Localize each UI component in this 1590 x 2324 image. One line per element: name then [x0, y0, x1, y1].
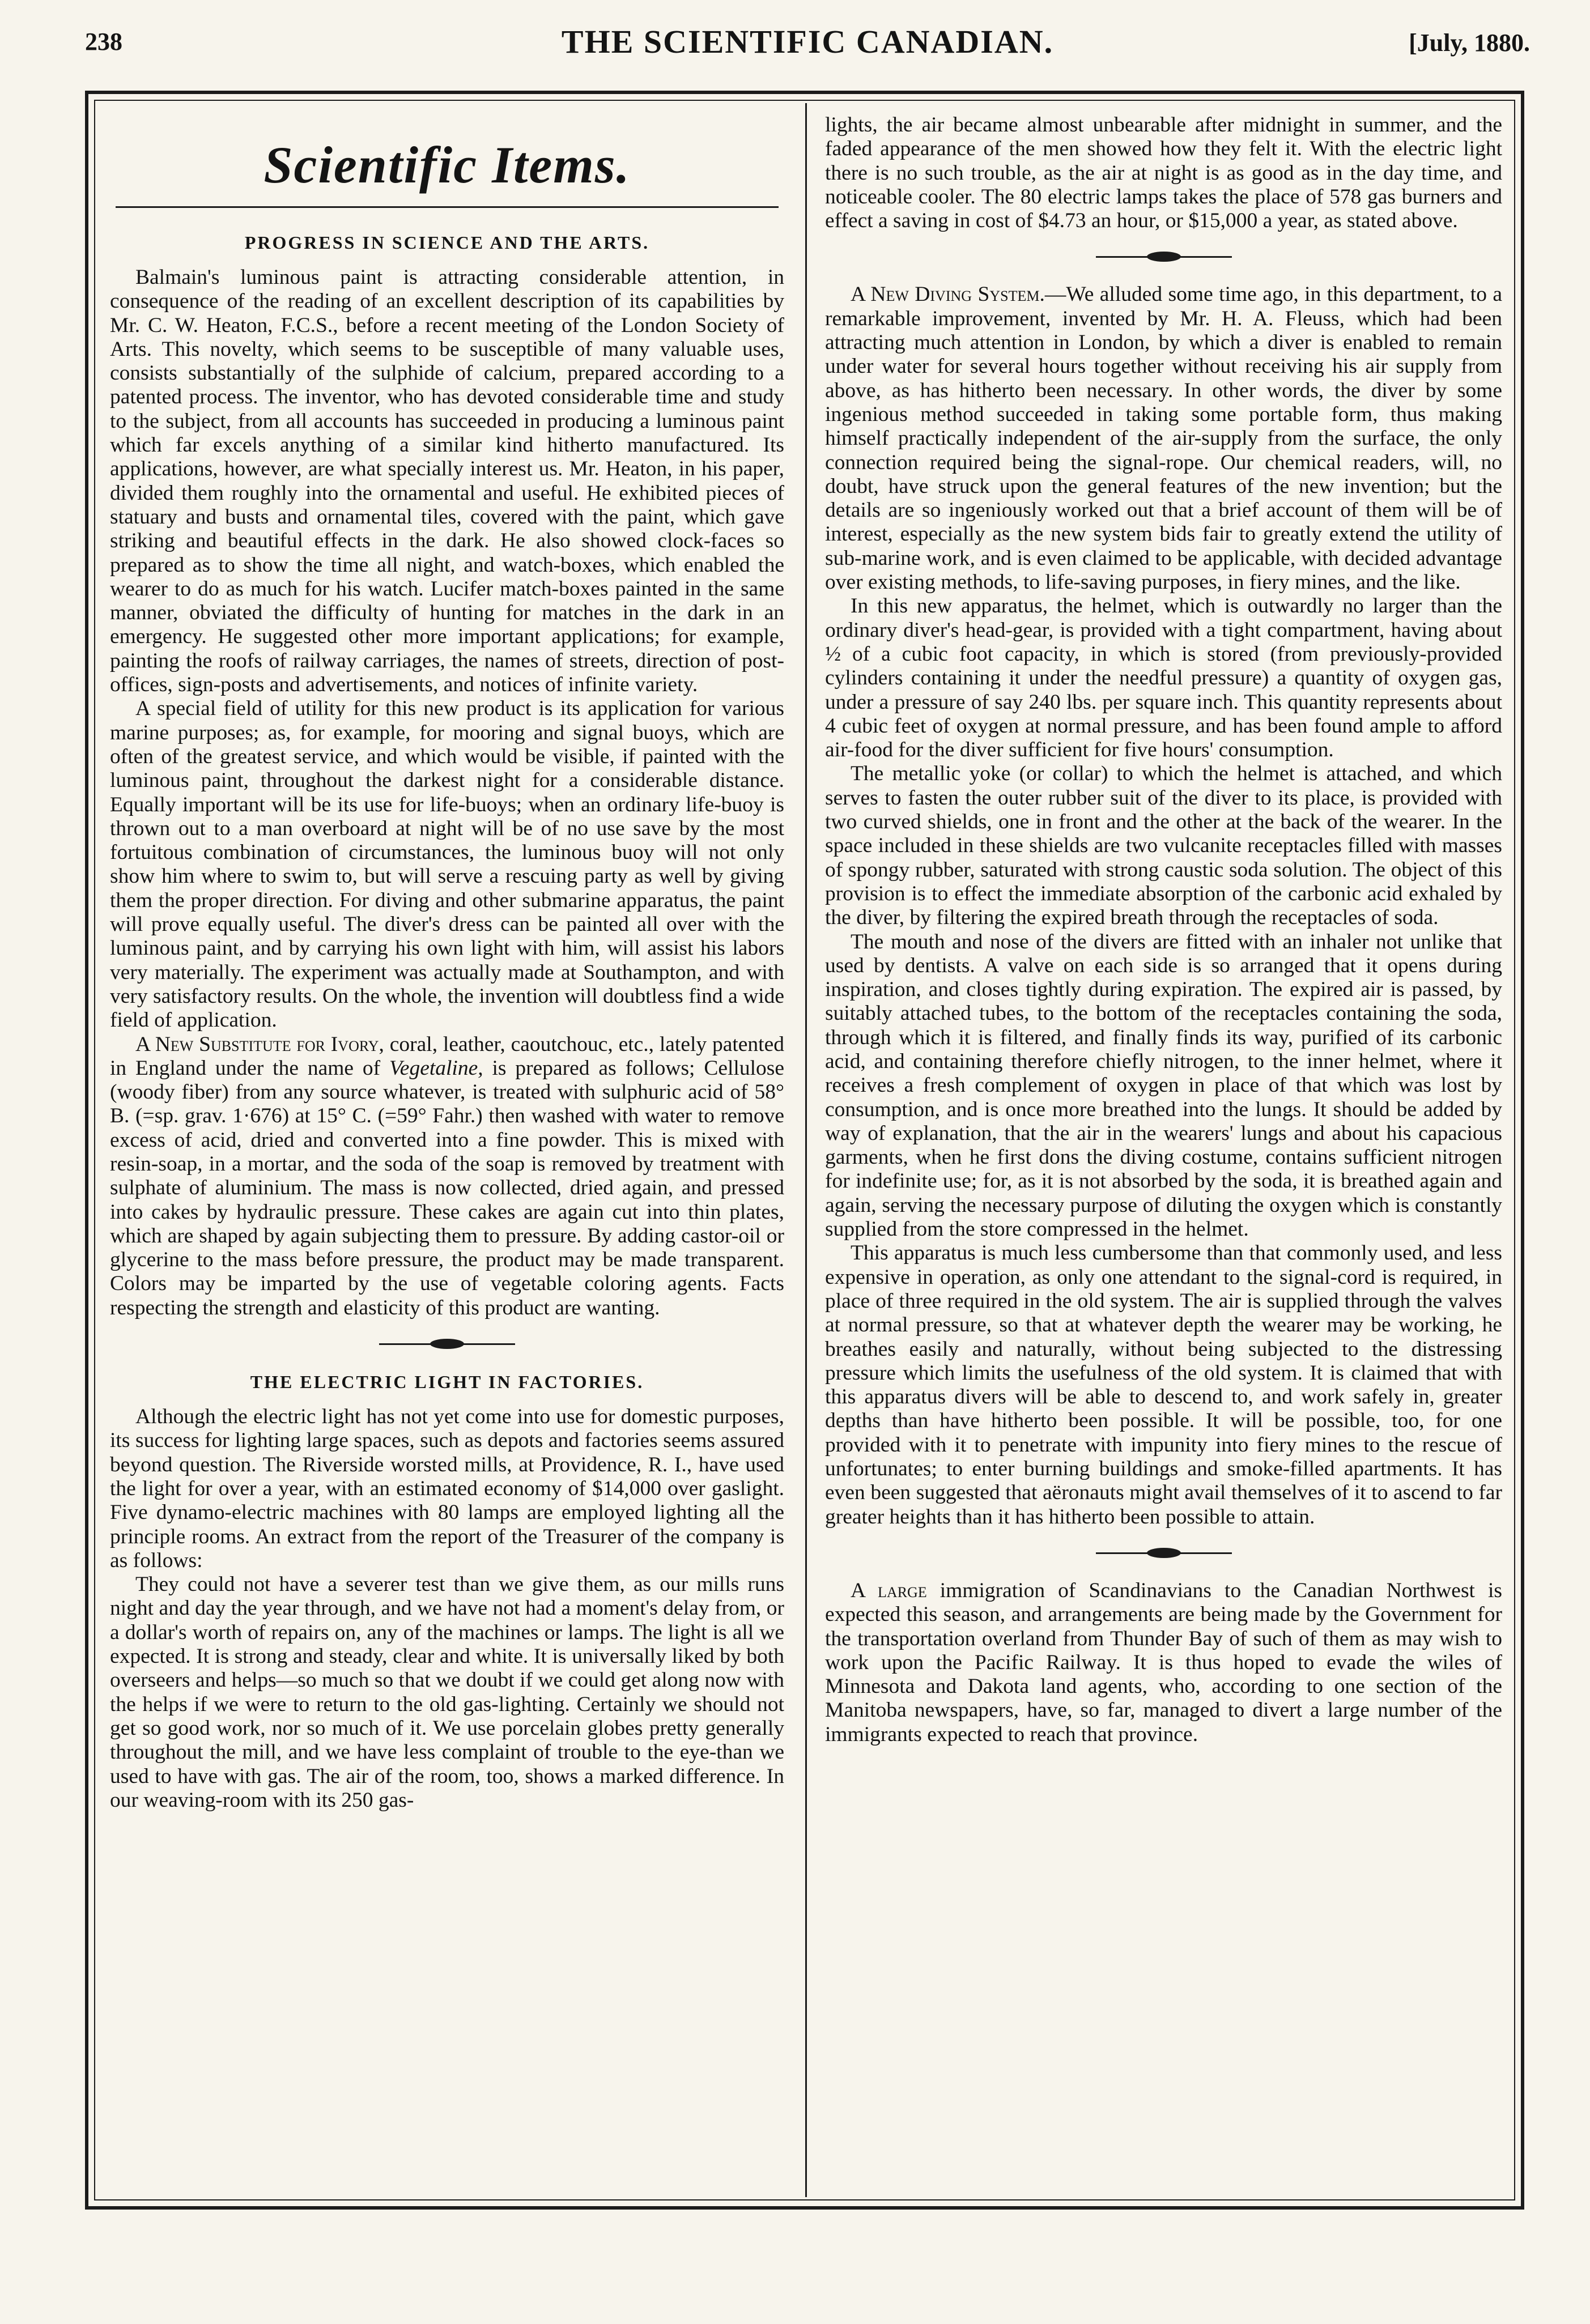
paragraph-lead: A New Substitute for Ivory, [135, 1032, 384, 1056]
paragraph-text: immigration of Scandinavians to the Canadian Northwest is expected this season, and arrangements are being made by the Government for the transportation overland from Thunder Bay of such of them as may wish to work upon the Pacific Railway. It is thus hoped to evade the wiles of Minnesota and Dakota land agents, who, according to one section of the Manitoba newspapers, have, so far, managed to divert a large number of the immigrants expected to reach that province. [825, 1578, 1502, 1746]
paragraph-immigration [825, 1579, 1502, 1747]
paragraph-text: —We alluded some time ago, in this department, to a remarkable improvement, invented by Mr. H. A. Fleuss, which had been attracting much attention in London, by which a diver is enabled to remain under water for several hours together without receiving his air supply from above, as has hitherto been necessary. In other words, the diver by some ingenious method succeeded in taking some portable form, thus making himself practically independent of the air-supply from the surface, the only connection required being the signal-rope. Our chemical readers, will, no doubt, have struck upon the general features of the new invention; but the details are so ingeniously worked out that a brief account of them will be of interest, especially as the new system bids fair to greatly extend the utility of sub-marine work, and is even claimed to be applicable, with decided advantage over existing methods, to life-saving purposes, in fiery mines, and the like. [825, 283, 1502, 594]
column-rule [805, 103, 807, 2197]
paragraph-ivory-substitute [110, 1033, 784, 1321]
paragraph-marine-uses: A special field of utility for this new product is its application for various marine purposes; as, for example, for mooring and signal buoys, which are often of the greatest service, and which would be visible, if painted with the luminous paint, throughout the darkest night for a considerable distance. Equally important will be its use for life-buoys; when an ordinary life-buoy is thrown out to a man overboard at night will be of no use save by the most fortuitous combination of circumstances, the luminous buoy will not only show him where to swim to, but will serve a rescuing party as well by giving them the proper direction. For diving and other submarine apparatus, the paint will prove equally useful. The diver's dress can be painted all over with the luminous paint, and by carrying his own light with him, will assist his labors very materially. The experiment was actually made at Southampton, and with very satisfactory results. On the whole, the invention will doubtless find a wide field of application. [110, 697, 784, 1032]
ornamental-divider [1096, 245, 1232, 268]
paragraph-inhaler: The mouth and nose of the divers are fitted with an inhaler not unlike that used by dentists. A valve on each side is so arranged that it opens during inspiration, and closes tightly during expiration. The expired air is passed, by suitably attached tubes, to the bottom of the receptacles containing the soda, through which it is filtered, and finally finds its way, purified of its carbonic acid, and containing therefore chiefly nitrogen, to the inner helmet, where it receives a fresh complement of oxygen in place of that which was lost by consumption, and is once more breathed into the lungs. It should be added by way of explanation, that the air in the wearers' lungs and about his capacious garments, when he first dons the diving costume, contains sufficient nitrogen for indefinite use; for, as it is not absorbed by the soda, it is breathed again and again, serving the necessary purpose of diluting the oxygen which is constantly supplied from the store compressed in the helmet. [825, 930, 1502, 1241]
section-title: Scientific Items. [263, 136, 631, 194]
paragraph-lead: A large [851, 1578, 927, 1602]
ornamental-divider [1096, 1542, 1232, 1564]
page-number: 238 [85, 28, 122, 56]
article-heading-electric-light: THE ELECTRIC LIGHT IN FACTORIES. [250, 1372, 644, 1393]
article-heading-progress: PROGRESS IN SCIENCE AND THE ARTS. [244, 232, 650, 253]
paragraph-yoke: The metallic yoke (or collar) to which the helmet is attached, and which serves to fasten the outer rubber suit of the diver to its place, is provided with two curved shields, one in front and the other at the back of the wearer. In the space included in these shields are two vulcanite receptacles filled with masses of spongy rubber, saturated with strong caustic soda solution. The object of this provision is to effect the immediate absorption of the carbonic acid exhaled by the diver, by filtering the expired breath through the receptacles of soda. [825, 762, 1502, 930]
paragraph-diving-system [825, 283, 1502, 594]
running-head [85, 23, 1530, 68]
paragraph-treasurer-report: They could not have a severer test than we give them, as our mills runs night and day the year through, and we have not had a moment's delay from, or a dollar's worth of repairs on, any of the machines or lamps. The light is all we expected. It is strong and steady, clear and white. It is universally liked by both overseers and helps—so much so that we doubt if we could get along now with the helps if we were to return to the old gas-lighting. Certainly we should not get so good work, nor so much of it. We use porcelain globes pretty generally throughout the mill, and we have less complaint of trouble to the eye-than we used to have with gas. The air of the room, too, shows a marked difference. In our weaving-room with its 250 gas- [110, 1573, 784, 1812]
page-frame [85, 91, 1524, 2210]
paragraph-text: coral, leather, caoutchouc, etc., lately patented in England under the name of [110, 1032, 784, 1080]
right-column [825, 113, 1502, 2189]
paragraph-luminous-paint: Balmain's luminous paint is attracting considerable attention, in consequence of the reading of an excellent description of its capabilities by Mr. C. W. Heaton, F.C.S., before a recent meeting of the London Society of Arts. This novelty, which seems to be susceptible of many valuable uses, consists substantially of the sulphide of calcium, prepared according to a patented process. The inventor, who has devoted considerable time and study to the subject, from all accounts has succeeded in producing a luminous paint which far excels anything of a similar kind hitherto manufactured. Its applications, however, are what specially interest us. Mr. Heaton, in his paper, divided them roughly into the ornamental and useful. He exhibited pieces of statuary and busts and ornamental tiles, covered with the paint, which gave striking and beautiful effects in the dark. He also showed clock-faces so prepared as to show the time all night, and watch-boxes, which enabled the wearer to do as much for his watch. Lucifer match-boxes painted in the same manner, obviated the difficulty of hunting for matches in the dark in an emergency. He suggested other more important applications; for example, painting the roofs of railway carriages, the names of streets, direction of post-offices, sign-posts and advertisements, and notices of infinite variety. [110, 266, 784, 697]
issue-date: [July, 1880. [1409, 29, 1530, 57]
paragraph-continuation: lights, the air became almost unbearable after midnight in summer, and the faded appearance of the men showed how they felt it. With the electric light there is no such trouble, as the air at night is as good as in the day time, and noticeable cooler. The 80 electric lamps takes the place of 578 gas burners and effect a saving in cost of $4.73 an hour, or $15,000 a year, as stated above. [825, 113, 1502, 233]
ornamental-divider [379, 1333, 515, 1355]
paragraph-lead: A New Diving System. [851, 283, 1045, 307]
masthead: THE SCIENTIFIC CANADIAN. [561, 23, 1054, 60]
paragraph-text: is prepared as follows; Cellulose (woody fiber) from any source whatever, is treated with sulphuric acid of 58° B. (=sp. grav. 1·676) at 15° C. (=59° Fahr.) then washed with water to remove excess of acid, dried and converted into a fine powder. This is mixed with resin-soap, in a mortar, and the soda of the soap is removed by treatment with sulphate of aluminium. The mass is now collected, dried again, and pressed into cakes by hydraulic pressure. These cakes are again cut into thin plates, which are shaped by again subjecting them to pressure. By adding castor-oil or glycerine to the mass before pressure, the product may be made transparent. Colors may be imparted by the use of vegetable coloring agents. Facts respecting the strength and elasticity of this product are wanting. [110, 1056, 784, 1320]
paragraph-electric-intro: Although the electric light has not yet come into use for domestic purposes, its success for lighting large spaces, such as depots and factories seems assured beyond question. The Riverside worsted mills, at Providence, R. I., have used the light for over a year, with an estimated economy of $14,000 over gaslight. Five dynamo-electric machines with 80 lamps are employed lighting all the principle rooms. An extract from the report of the Treasurer of the company is as follows: [110, 1405, 784, 1572]
title-rule [116, 206, 779, 208]
product-name: Vegetaline, [389, 1056, 483, 1080]
left-column [110, 111, 784, 2189]
paragraph-apparatus-advantages: This apparatus is much less cumbersome than that commonly used, and less expensive in operation, as only one attendant to the signal-cord is required, in place of three required in the old system. The air is supplied through the valves at normal pressure, so that at whatever depth the wearer may be working, he breathes easily and naturally, without being subjected to the distressing pressure which limits the usefulness of the old system. It is claimed that with this apparatus divers will be able to descend to, and work safely in, greater depths than have hitherto been possible. It will be possible, too, for one provided with it to penetrate with impunity into fiery mines to the rescue of unfortunates; to enter burning buildings and smoke-filled apartments. It has even been suggested that aëronauts might avail themselves of it to ascend to far greater heights than it has hitherto been possible to attain. [825, 1241, 1502, 1529]
paragraph-helmet: In this new apparatus, the helmet, which is outwardly no larger than the ordinary diver's head-gear, is provided with a tight compartment, having about ½ of a cubic foot capacity, in which is stored (from previously-provided cylinders containing it under the needful pressure) a quantity of oxygen gas, under a pressure of say 240 lbs. per square inch. This quantity represents about 4 cubic feet of oxygen at normal pressure, and has been found ample to afford air-food for the diver sufficient for five hours' consumption. [825, 594, 1502, 762]
